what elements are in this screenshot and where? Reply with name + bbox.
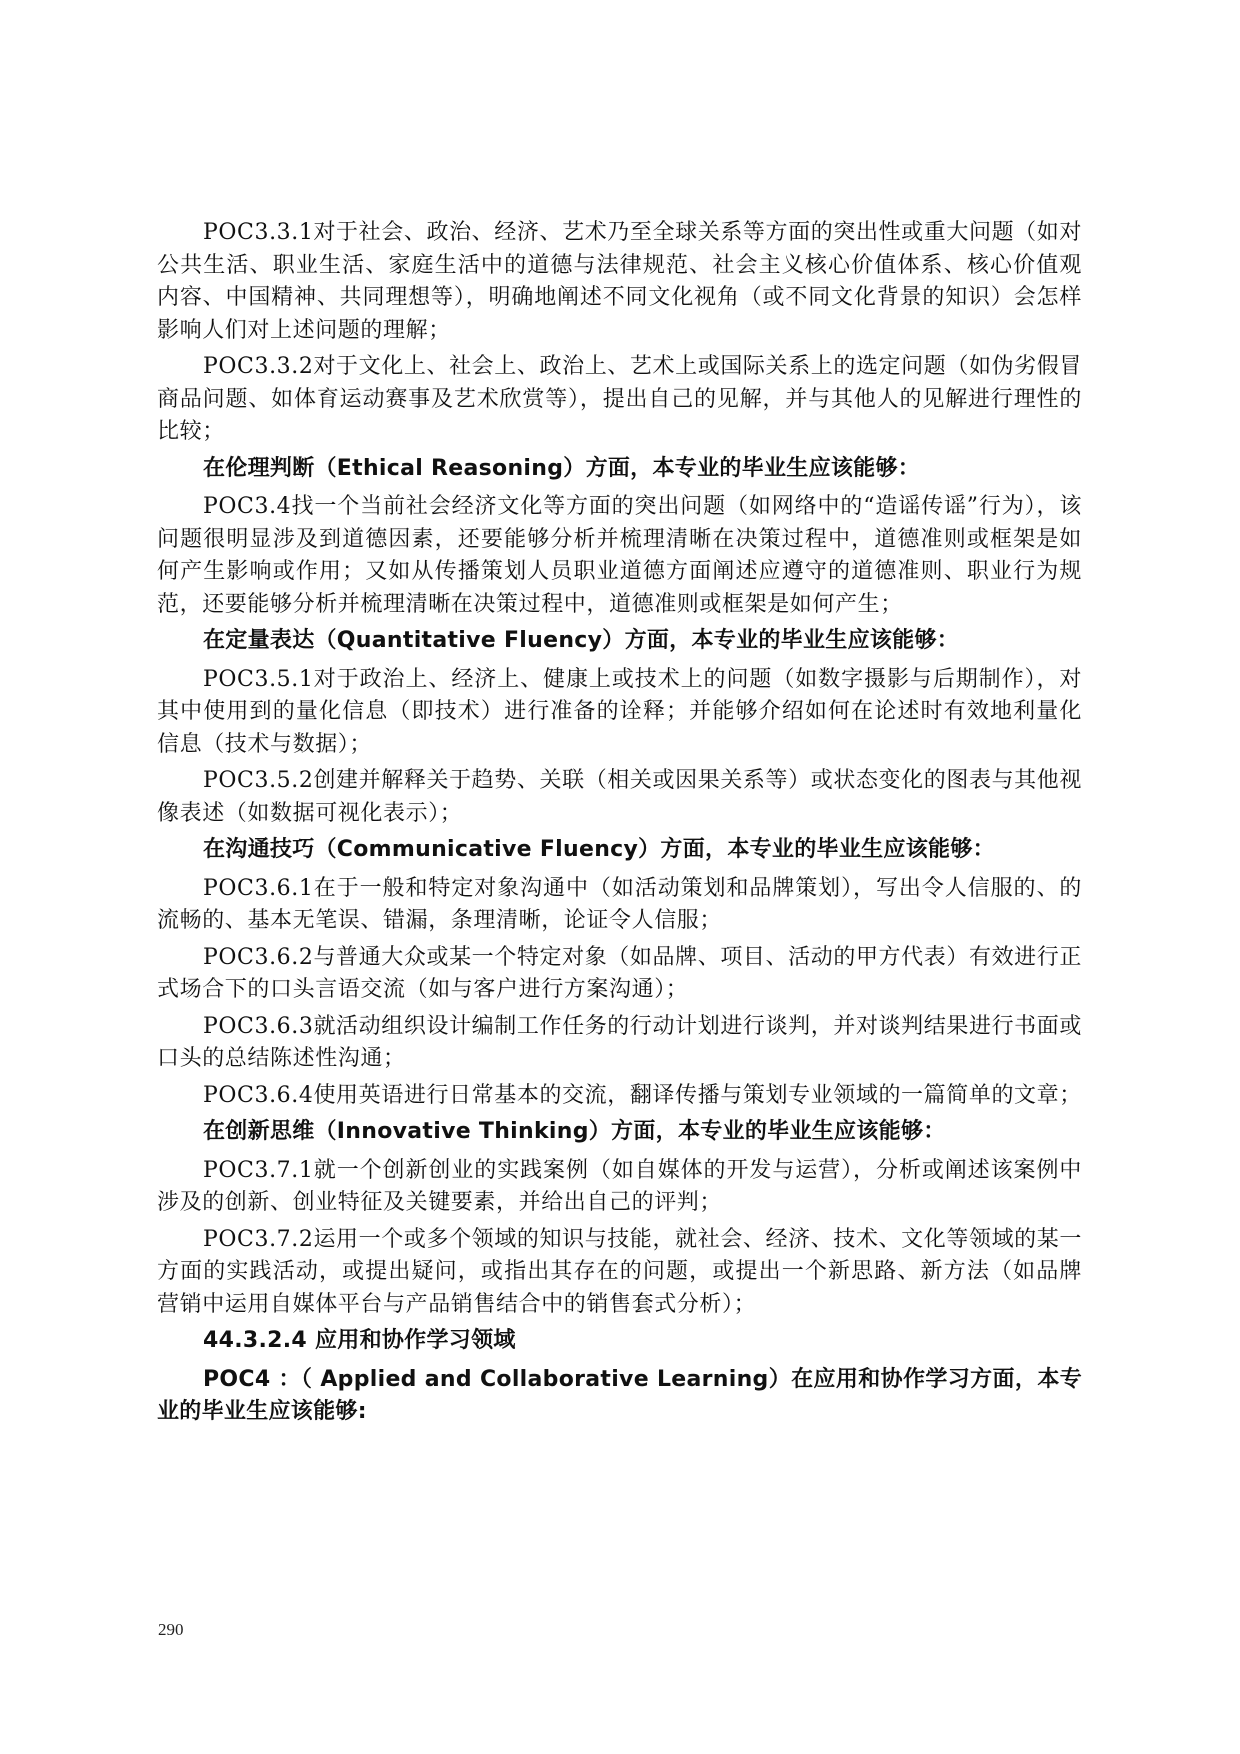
heading-ethical-reasoning: 在伦理判断（Ethical Reasoning）方面，本专业的毕业生应该能够： bbox=[203, 455, 921, 481]
page-number: 290 bbox=[158, 1620, 184, 1639]
section-heading-44-3-2-4: 44.3.2.4 应用和协作学习领域 bbox=[203, 1328, 516, 1353]
paragraph-poc3-7-2: POC3.7.2运用一个或多个领域的知识与技能，就社会、经济、技术、文化等领域的某一方面的实践活动，或提出疑问，或指出其存在的问题，或提出一个新思路、新方法（如品牌营销中运用自媒体平台与产品销售结合中的销售套式分析）； bbox=[157, 1226, 1082, 1317]
paragraph-poc3-4: POC3.4找一个当前社会经济文化等方面的突出问题（如网络中的“造谣传谣”行为），该问题很明显涉及到道德因素，还要能够分析并梳理清晰在决策过程中，道德准则或框架是如何产生影响或作用；又如从传播策划人员职业道德方面阐述应遵守的道德准则、职业行为规范，还要能够分析并梳理清晰在决策过程中，道德准则或框架是如何产生； bbox=[157, 494, 1082, 617]
heading-quantitative-fluency: 在定量表达（Quantitative Fluency）方面，本专业的毕业生应该能够： bbox=[203, 628, 960, 653]
paragraph-poc3-5-2: POC3.5.2创建并解释关于趋势、关联（相关或因果关系等）或状态变化的图表与其他视像表述（如数据可视化表示）； bbox=[157, 768, 1082, 826]
paragraph-poc3-3-1: POC3.3.1对于社会、政治、经济、艺术乃至全球关系等方面的突出性或重大问题（如对公共生活、职业生活、家庭生活中的道德与法律规范、社会主义核心价值体系、核心价值观内容、中国精神、共同理想等），明确地阐述不同文化视角（或不同文化背景的知识）会怎样影响人们对上述问题的理解； bbox=[157, 220, 1082, 343]
paragraph-poc3-7-1: POC3.7.1就一个创新创业的实践案例（如自媒体的开发与运营），分析或阐述该案例中涉及的创新、创业特征及关键要素，并给出自己的评判； bbox=[157, 1157, 1082, 1215]
heading-innovative-thinking: 在创新思维（Innovative Thinking）方面，本专业的毕业生应该能够： bbox=[203, 1119, 946, 1144]
heading-poc4-applied-collaborative: POC4 ：（ Applied and Collaborative Learning）在应用和协作学习方面，本专业的毕业生应该能够: bbox=[157, 1366, 1082, 1424]
paragraph-poc3-6-1: POC3.6.1在于一般和特定对象沟通中（如活动策划和品牌策划），写出令人信服的、的流畅的、基本无笔误、错漏，条理清晰，论证令人信服； bbox=[157, 875, 1082, 933]
heading-communicative-fluency: 在沟通技巧（Communicative Fluency）方面，本专业的毕业生应该能够： bbox=[203, 837, 995, 862]
document-body bbox=[157, 217, 1082, 1435]
paragraph-poc3-5-1: POC3.5.1对于政治上、经济上、健康上或技术上的问题（如数字摄影与后期制作），对其中使用到的量化信息（即技术）进行准备的诠释；并能够介绍如何在论述时有效地利量化信息（技术与数据）； bbox=[157, 666, 1082, 757]
paragraph-poc3-3-2: POC3.3.2对于文化上、社会上、政治上、艺术上或国际关系上的选定问题（如伪劣假冒商品问题、如体育运动赛事及艺术欣赏等），提出自己的见解，并与其他人的见解进行理性的比较； bbox=[157, 354, 1082, 444]
paragraph-poc3-6-3: POC3.6.3就活动组织设计编制工作任务的行动计划进行谈判，并对谈判结果进行书面或口头的总结陈述性沟通； bbox=[157, 1013, 1082, 1071]
paragraph-poc3-6-2: POC3.6.2与普通大众或某一个特定对象（如品牌、项目、活动的甲方代表）有效进行正式场合下的口头言语交流（如与客户进行方案沟通）； bbox=[157, 944, 1082, 1002]
paragraph-poc3-6-4: POC3.6.4使用英语进行日常基本的交流，翻译传播与策划专业领域的一篇简单的文章； bbox=[203, 1082, 1082, 1108]
